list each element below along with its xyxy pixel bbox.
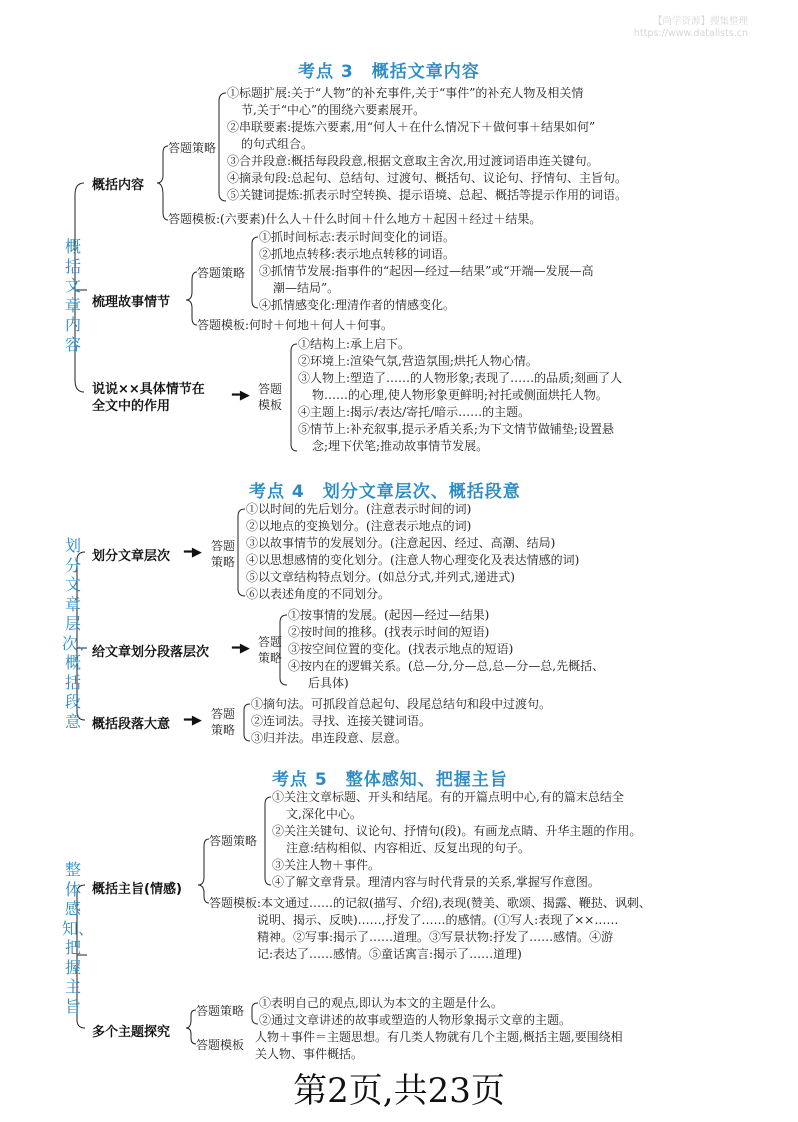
section-title-5: 考点 5 整体感知、把握主旨 xyxy=(272,770,508,790)
list-item: ④主题上:揭示/表达/寄托/暗示……的主题。 xyxy=(298,405,531,419)
strategy-label-line2: 策略 xyxy=(211,723,236,737)
list-item: 潮—结局”。 xyxy=(273,281,340,295)
list-item: ⑤情节上:补充叙事,提示矛盾关系;为下文情节做铺垫;设置悬 xyxy=(298,422,614,436)
node-paragraph-layers: 给文章划分段落层次 xyxy=(92,645,210,660)
list-item: 人物＋事件＝主题思想。有几类人物就有几个主题,概括主题,要围绕相 xyxy=(255,1030,623,1044)
template-multiple-themes xyxy=(255,1029,623,1063)
node-plot-outline: 梳理故事情节 xyxy=(92,295,171,310)
arrow-icon: ━▶ xyxy=(232,388,250,403)
template-label-line1: 答题 xyxy=(258,382,283,396)
list-item: ⑤以文章结构特点划分。(如总分式,并列式,递进式) xyxy=(246,570,515,584)
watermark-source: 【尚学资源】搜集整理 xyxy=(652,16,748,27)
section-side-label-5: 整体感知、把握主旨 xyxy=(62,860,95,1016)
list-item: 后具体) xyxy=(308,676,349,690)
list-item: 念;埋下伏笔;推动故事情节发展。 xyxy=(312,439,489,453)
template-summarize-theme xyxy=(209,895,651,963)
arrow-icon: ━▶ xyxy=(184,713,202,728)
node-divide-layers: 划分文章层次 xyxy=(92,549,171,564)
list-item: 关人物、事件概括。 xyxy=(255,1047,364,1061)
node-multiple-themes: 多个主题探究 xyxy=(92,1025,171,1040)
list-item: ③以故事情节的发展划分。(注意起因、经过、高潮、结局) xyxy=(246,536,556,550)
section-side-label-3: 概括文章内容 xyxy=(64,237,81,354)
section-side-label-4: 划分文章层次、概括段意 xyxy=(62,536,95,731)
list-item: 记:表达了……感情。⑤童话寓言:揭示了……道理) xyxy=(257,947,522,961)
list-item: ②串联要素:提炼六要素,用“何人＋在什么情况下＋做何事＋结果如何” xyxy=(227,120,596,134)
list-item: ①以时间的先后划分。(注意表示时间的词) xyxy=(246,502,472,516)
strategy-label-line1: 答题 xyxy=(258,635,283,649)
strategy-list-summarize-content xyxy=(227,85,627,204)
list-item: ③抓情节发展:指事件的“起因—经过—结果”或“开端—发展—高 xyxy=(259,264,594,278)
list-item: ②通过文章讲述的故事或塑造的人物形象揭示文章的主题。 xyxy=(259,1013,572,1027)
list-item: ②连词法。寻找、连接关键词语。 xyxy=(251,714,432,728)
strategy-list-paragraph-main-idea xyxy=(251,696,551,747)
list-item: ②环境上:渲染气氛,营造氛围;烘托人物心情。 xyxy=(298,354,538,368)
strategy-list-paragraph-layers xyxy=(288,607,604,692)
list-item: ③合并段意:概括每段段意,根据文意取主舍次,用过渡词语串连关键句。 xyxy=(227,154,599,168)
list-item: ①按事情的发展。(起因—经过—结果) xyxy=(288,608,490,622)
node-paragraph-main-idea: 概括段落大意 xyxy=(92,717,171,732)
list-item: ④了解文章背景。理清内容与时代背景的关系,掌握写作意图。 xyxy=(272,875,600,889)
section-title-3: 考点 3 概括文章内容 xyxy=(298,62,480,82)
list-item: ②关注关键句、议论句、抒情句(段)。有画龙点睛、升华主题的作用。 xyxy=(272,824,642,838)
template-label: 答题模板 xyxy=(196,1038,245,1052)
page-number: 第2页,共23页 xyxy=(293,1071,505,1111)
list-item: ①表明自己的观点,即认为本文的主题是什么。 xyxy=(259,996,503,1010)
arrow-icon: ━▶ xyxy=(184,545,202,560)
template-label-line2: 模板 xyxy=(258,398,283,412)
list-item: ②抓地点转移:表示地点转移的词语。 xyxy=(259,247,456,261)
list-item: ②按时间的推移。(找表示时间的短语) xyxy=(288,625,490,639)
list-item: ①标题扩展:关于“人物”的补充事件,关于“事件”的补充人物及相关情 xyxy=(227,86,584,100)
strategy-list-summarize-theme xyxy=(272,789,641,891)
node-summarize-theme: 概括主旨(情感) xyxy=(92,882,182,897)
list-item: 物……的心理,使人物形象更鲜明;衬托或侧面烘托人物。 xyxy=(312,388,608,402)
strategy-label: 答题策略 xyxy=(168,141,217,155)
strategy-label-line2: 策略 xyxy=(211,555,236,569)
strategy-list-multiple-themes xyxy=(259,995,571,1029)
list-item: ②以地点的变换划分。(注意表示地点的词) xyxy=(246,519,472,533)
strategy-label: 答题策略 xyxy=(209,834,258,848)
template-list-plot-role xyxy=(298,336,622,455)
list-item: 精神。②写事:揭示了……道理。③写景状物:抒发了……感情。④游 xyxy=(257,930,614,944)
strategy-label: 答题策略 xyxy=(197,266,246,280)
list-item: ③按空间位置的变化。(找表示地点的短语) xyxy=(288,642,514,656)
list-item: ④抓情感变化:理清作者的情感变化。 xyxy=(259,298,456,312)
template-summarize-content: 答题模板:(六要素)什么人＋什么时间＋什么地方＋起因＋经过＋结果。 xyxy=(168,212,542,226)
list-item: ①摘句法。可抓段首总起句、段尾总结句和段中过渡句。 xyxy=(251,697,552,711)
list-item: ①结构上:承上启下。 xyxy=(298,337,411,351)
strategy-label-line1: 答题 xyxy=(211,707,236,721)
list-item: ③归并法。串连段意、层意。 xyxy=(251,731,408,745)
list-item: ④摘录句段:总起句、总结句、过渡句、概括句、议论句、抒情句、主旨句。 xyxy=(227,171,628,185)
list-item: ③关注人物＋事件。 xyxy=(272,858,381,872)
list-item: 的句式组合。 xyxy=(241,137,314,151)
list-item: ③人物上:塑造了……的人物形象;表现了……的品质;刻画了人 xyxy=(298,371,623,385)
strategy-list-plot-outline xyxy=(259,229,593,314)
list-item: ①关注文章标题、开头和结尾。有的开篇点明中心,有的篇末总结全 xyxy=(272,790,624,804)
node-summarize-content: 概括内容 xyxy=(92,178,145,193)
list-item: ⑥以表述角度的不同划分。 xyxy=(246,587,391,601)
template-plot-outline: 答题模板:何时＋何地＋何人＋何事。 xyxy=(197,318,394,332)
list-item: 文,深化中心。 xyxy=(286,807,362,821)
list-item: 答题模板:本文通过……的记叙(描写、介绍),表现(赞美、歌颂、揭露、鞭挞、讽刺、 xyxy=(209,896,651,910)
list-item: ⑤关键词提炼:抓表示时空转换、提示语境、总起、概括等提示作用的词语。 xyxy=(227,188,628,202)
node-plot-role-line1: 说说××具体情节在 xyxy=(92,382,205,397)
strategy-list-divide-layers xyxy=(246,501,579,603)
strategy-label-line2: 策略 xyxy=(258,651,283,665)
list-item: ①抓时间标志:表示时间变化的词语。 xyxy=(259,230,456,244)
list-item: 注意:结构相似、内容相近、反复出现的句子。 xyxy=(286,841,531,855)
arrow-icon: ━▶ xyxy=(232,641,250,656)
strategy-label: 答题策略 xyxy=(196,1004,245,1018)
list-item: 节,关于“中心”的围绕六要素展开。 xyxy=(241,103,426,117)
node-plot-role-line2: 全文中的作用 xyxy=(92,399,171,414)
list-item: ④以思想感情的变化划分。(注意人物心理变化及表达情感的词) xyxy=(246,553,580,567)
section-title-4: 考点 4 划分文章层次、概括段意 xyxy=(249,482,521,502)
strategy-label-line1: 答题 xyxy=(211,539,236,553)
list-item: ④按内在的逻辑关系。(总—分,分—总,总—分—总,先概括、 xyxy=(288,659,605,673)
watermark-url: https://www.datalists.cn xyxy=(633,28,748,39)
list-item: 说明、揭示、反映)……,抒发了……的感情。(①写人:表现了××…… xyxy=(257,913,619,927)
